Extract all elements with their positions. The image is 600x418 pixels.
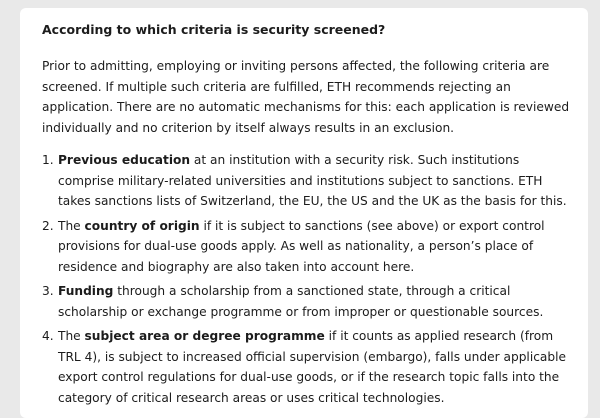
list-item — [42, 150, 570, 212]
section-heading: According to which criteria is security screened? — [42, 22, 386, 37]
content-card — [20, 8, 588, 418]
item-text: if it counts as applied research (from TRL 4), is subject to increased official supervision (embargo), falls under applicable export control regulations for dual-use goods, or if the research topic falls into the category of critical research areas or uses critical technologies. — [58, 329, 566, 405]
item-number: 4. — [42, 329, 54, 343]
item-bold-term: Funding — [58, 284, 114, 298]
intro-paragraph: Prior to admitting, employing or inviting persons affected, the following criteria are screened. If multiple such criteria are fulfilled, ETH recommends rejecting an application. There are no automatic mechanisms for this: each application is reviewed individually and no criterion by itself always results in an exclusion. — [42, 59, 570, 135]
item-bold-term: Previous education — [58, 153, 191, 167]
item-bold-term: country of origin — [84, 218, 200, 233]
list-item — [42, 281, 570, 322]
list-item — [42, 326, 570, 408]
item-text: if it is subject to sanctions (see above) or export control provisions for dual-use goods apply. As well as nationality, a person’s place of residence and biography are also taken into account here. — [58, 218, 545, 274]
item-prefix: The — [58, 218, 85, 233]
item-bold-term: subject area or degree programme — [84, 329, 325, 343]
item-number: 3. — [42, 284, 54, 298]
item-number: 1. — [42, 153, 54, 167]
list-item — [42, 216, 570, 278]
item-text: at an institution with a security risk. Such institutions comprise military-related universities and institutions subject to sanctions. ETH takes sanctions lists of Switzerland, the EU, the US and the UK as the basis for this. — [58, 153, 567, 208]
criteria-list — [42, 150, 570, 408]
item-text: through a scholarship from a sanctioned state, through a critical scholarship or exchange programme or from improper or questionable sources. — [58, 284, 544, 319]
item-prefix: The — [58, 329, 85, 343]
item-number: 2. — [42, 218, 54, 233]
